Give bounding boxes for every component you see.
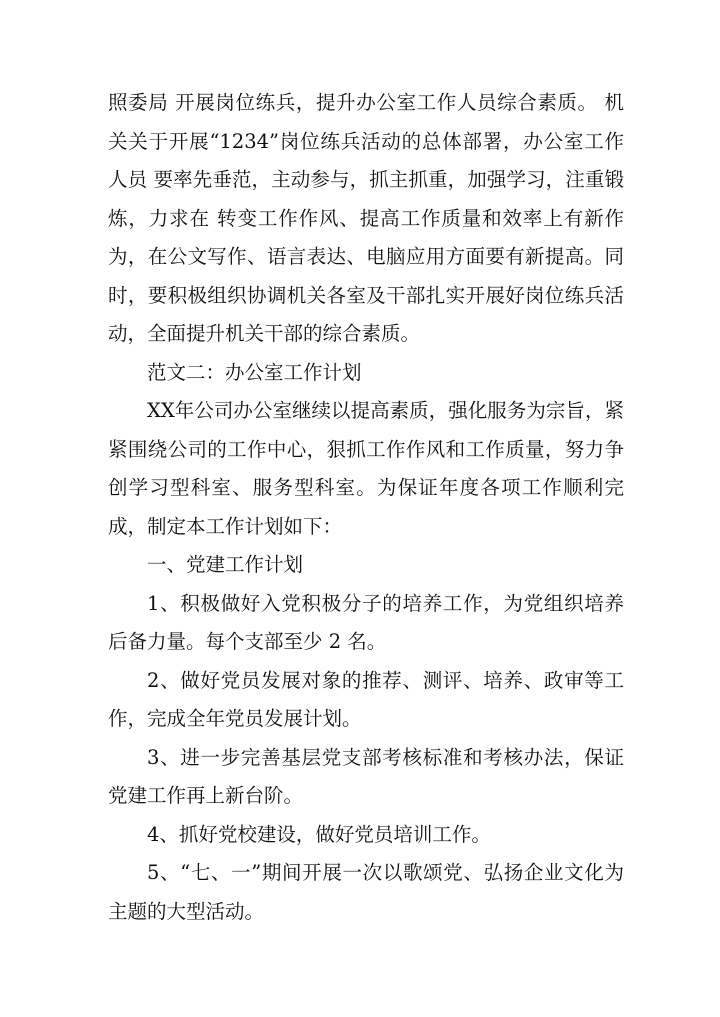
paragraph-overview: XX年公司办公室继续以提高素质，强化服务为宗旨，紧紧围绕公司的工作中心，狠抓工作作风和工作质量，努力争创学习型科室、服务型科室。为保证年度各项工作顺利完成，制定本工作计划如下：: [108, 399, 624, 538]
list-item-3: 3、进一步完善基层党支部考核标准和考核办法，保证党建工作再上新台阶。: [108, 745, 624, 807]
document-page: [108, 84, 624, 931]
list-item-5: 5、“七、一”期间开展一次以歌颂党、弘扬企业文化为主题的大型活动。: [108, 861, 624, 923]
list-item-2: 2、做好党员发展对象的推荐、测评、培养、政审等工作，完成全年党员发展计划。: [108, 668, 624, 730]
list-item-4: 4、抓好党校建设，做好党员培训工作。: [147, 822, 491, 846]
section-heading-sample-two: 范文二：办公室工作计划: [147, 360, 362, 384]
list-item-1: 1、积极做好入党积极分子的培养工作，为党组织培养后备力量。每个支部至少 2 名。: [108, 591, 624, 653]
section-heading-party-building: 一、党建工作计划: [147, 553, 304, 576]
paragraph-intro: 照委局 开展岗位练兵，提升办公室工作人员综合素质。 机关关于开展“1234”岗位练兵活动的总体部署，办公室工作人员 要率先垂范，主动参与，抓主抓重，加强学习，注重锻炼，力求在 转变工作作风、提高工作质量和效率上有新作为，在公文写作、语言表达、电脑应用方面要有新提高。同时，要积极组织协调机关各室及干部扎实开展好岗位练兵活动，全面提升机关干部的综合素质。: [108, 91, 624, 345]
